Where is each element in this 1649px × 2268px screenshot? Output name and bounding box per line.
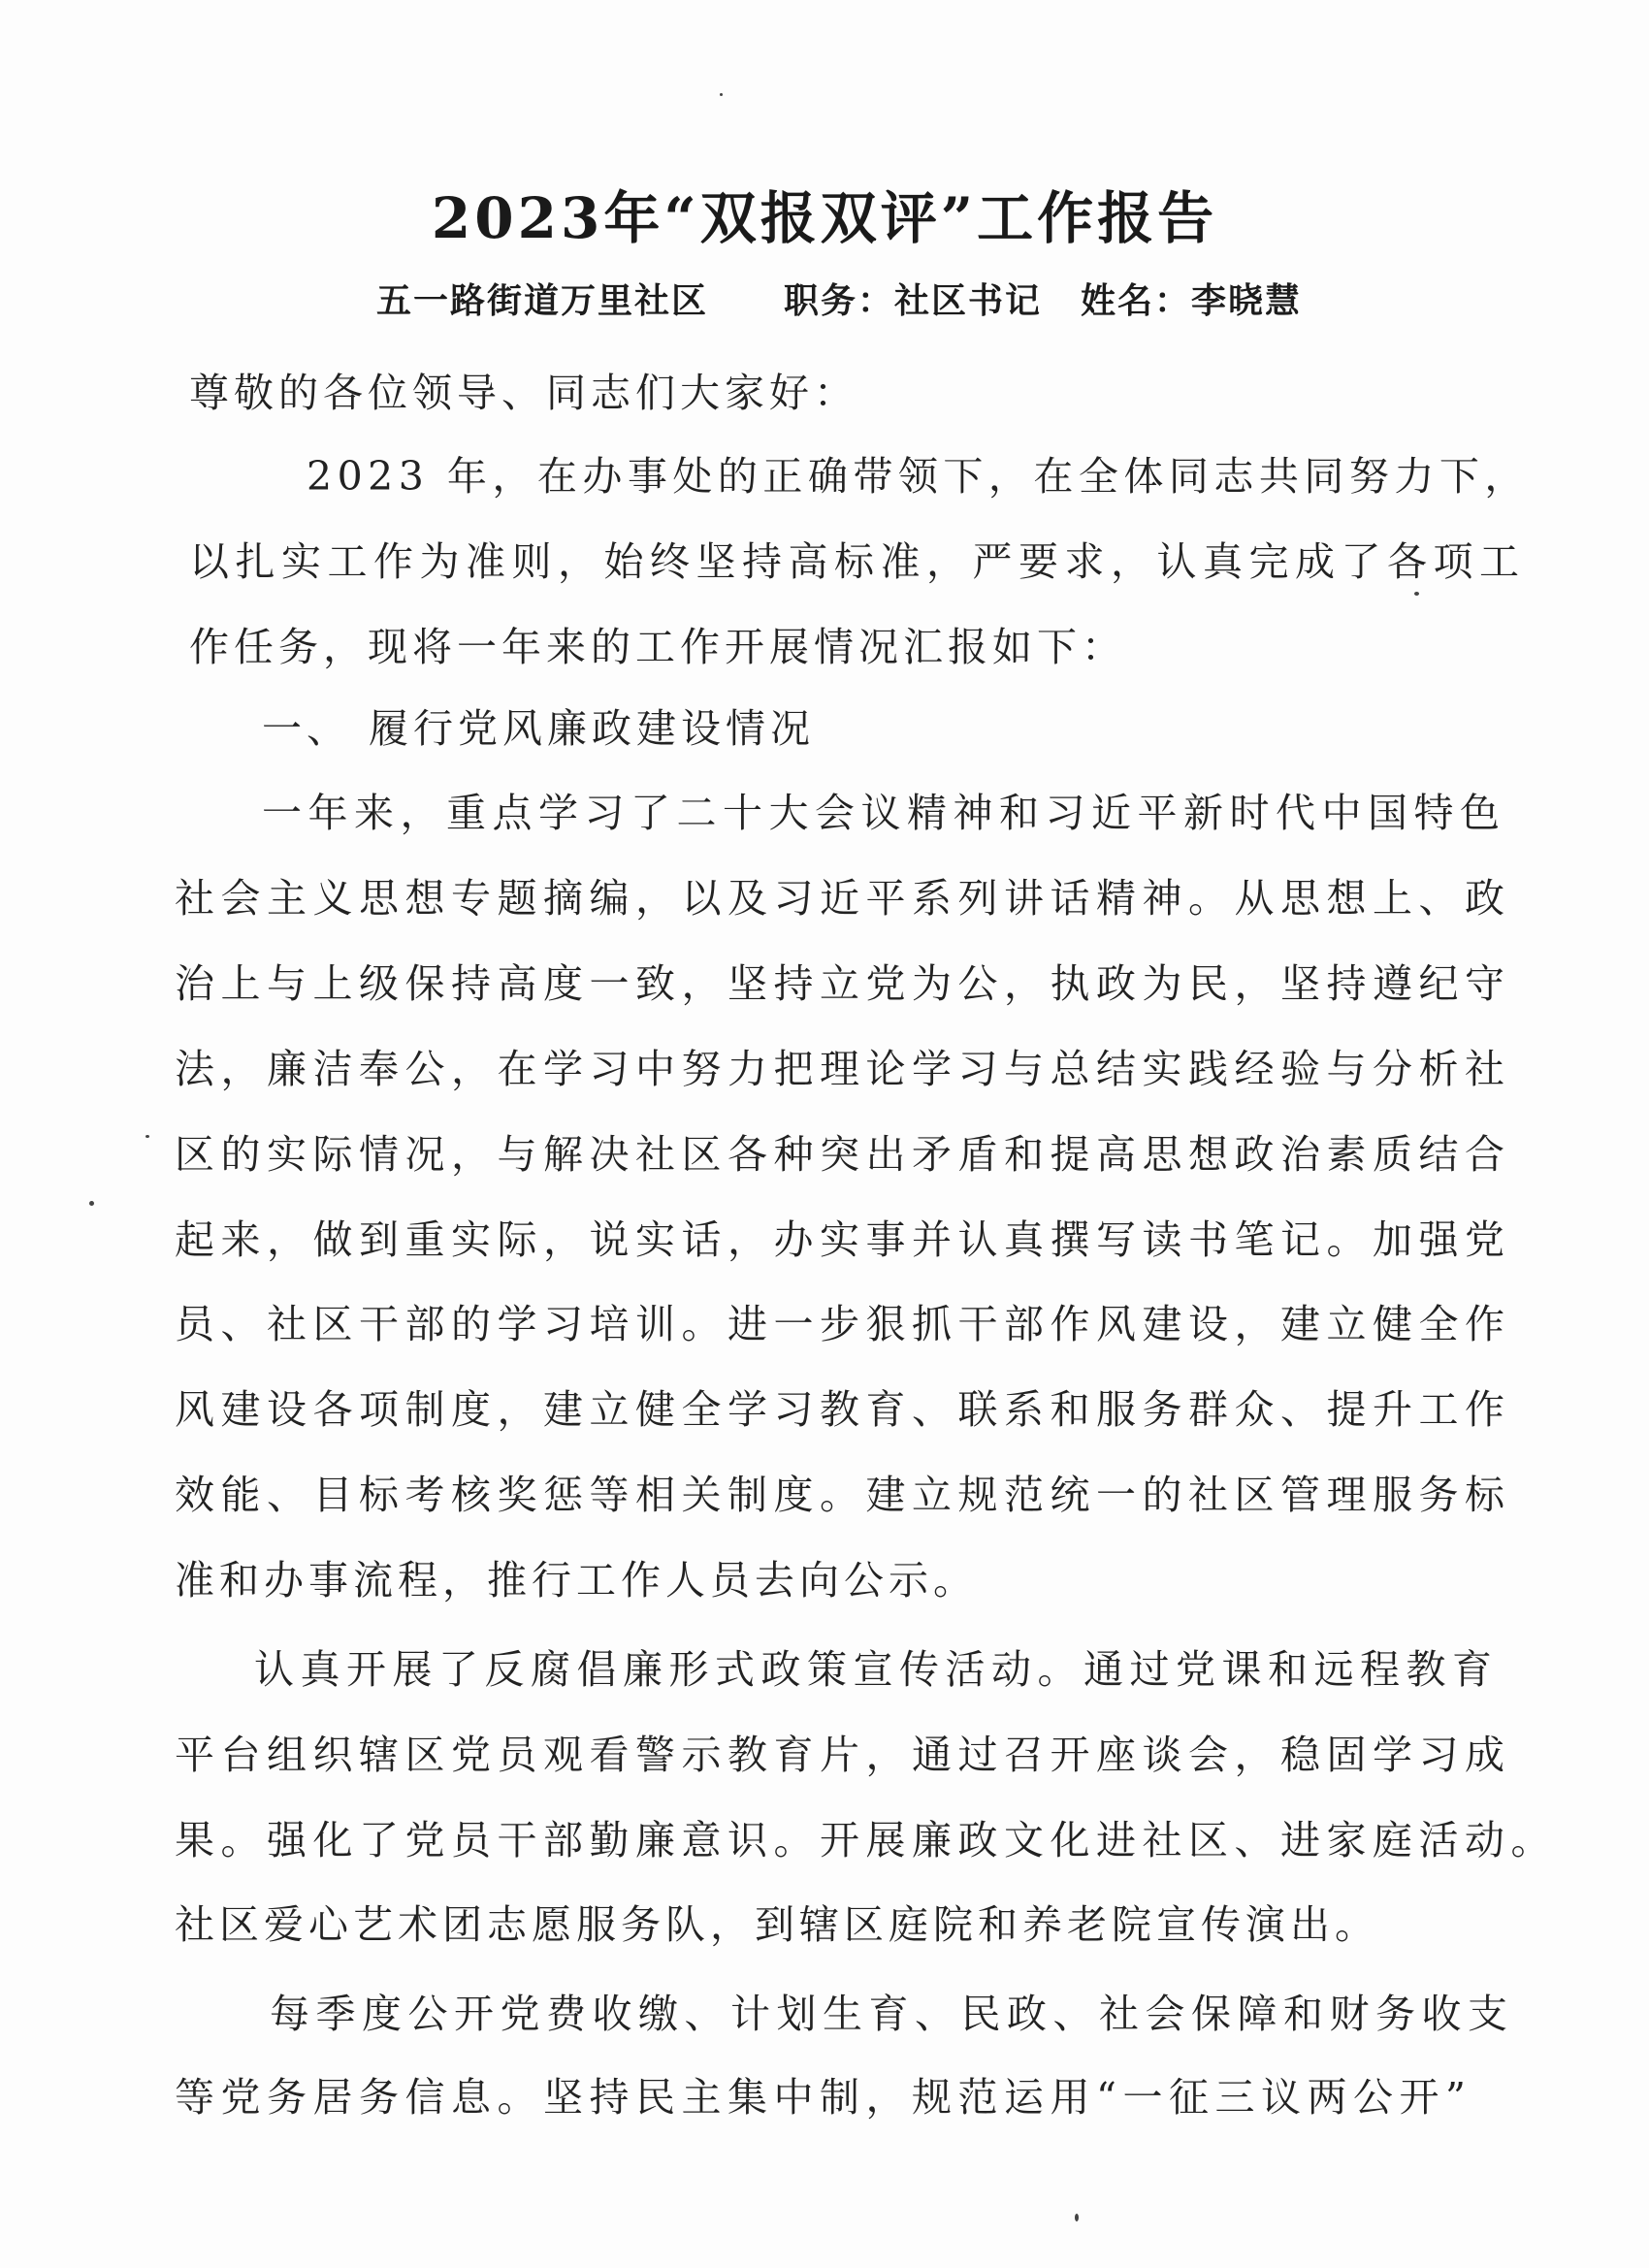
body-line: 治上与上级保持高度一致，坚持立党为公，执政为民，坚持遵纪守 [175,960,1511,1007]
body-line: 认真开展了反腐倡廉形式政策宣传活动。通过党课和远程教育 [254,1646,1499,1693]
body-line: 以扎实工作为准则，始终坚持高标准，严要求，认真完成了各项工 [189,538,1526,585]
scan-speck [146,1135,149,1138]
body-line: 等党务居务信息。坚持民主集中制，规范运用“一征三议两公开” [175,2074,1472,2121]
body-line: 果。强化了党员干部勤廉意识。开展廉政文化进社区、进家庭活动。 [175,1817,1557,1863]
body-line: 准和办事流程，推行工作人员去向公示。 [175,1557,978,1604]
body-line: 一年来，重点学习了二十大会议精神和习近平新时代中国特色 [262,790,1506,836]
section-heading: 一、 履行党风廉政建设情况 [262,705,816,752]
scan-speck [1414,592,1419,596]
body-line: 2023 年，在办事处的正确带领下，在全体同志共同努力下， [307,453,1530,500]
scan-speck [1075,2214,1079,2221]
body-line: 区的实际情况，与解决社区各种突出矛盾和提高思想政治素质结合 [175,1131,1511,1178]
byline-position: 职务：社区书记 [784,280,1043,321]
body-line: 平台组织辖区党员观看警示教育片，通过召开座谈会，稳固学习成 [175,1732,1511,1778]
body-line: 风建设各项制度，建立健全学习教育、联系和服务群众、提升工作 [175,1386,1511,1433]
body-line: 员、社区干部的学习培训。进一步狠抓干部作风建设，建立健全作 [175,1301,1511,1347]
body-line: 法，廉洁奉公，在学习中努力把理论学习与总结实践经验与分析社 [175,1046,1511,1092]
scan-speck [720,93,723,96]
byline-organization: 五一路街道万里社区 [376,280,709,321]
body-line: 效能、目标考核奖惩等相关制度。建立规范统一的社区管理服务标 [175,1472,1511,1518]
body-line: 社区爱心艺术团志愿服务队，到辖区庭院和养老院宣传演出。 [175,1901,1379,1948]
byline [376,274,1346,323]
body-line: 作任务，现将一年来的工作开展情况汇报如下： [189,624,1126,670]
body-line: 每季度公开党费收缴、计划生育、民政、社会保障和财务收支 [270,1991,1514,2037]
salutation: 尊敬的各位领导、同志们大家好： [189,370,858,416]
body-line: 社会主义思想专题摘编，以及习近平系列讲话精神。从思想上、政 [175,875,1511,922]
scan-speck [89,1201,94,1206]
byline-name: 姓名：李晓慧 [1081,280,1303,321]
document-title: 2023年“双报双评”工作报告 [431,185,1218,251]
body-line: 起来，做到重实际，说实话，办实事并认真撰写读书笔记。加强党 [175,1216,1511,1263]
